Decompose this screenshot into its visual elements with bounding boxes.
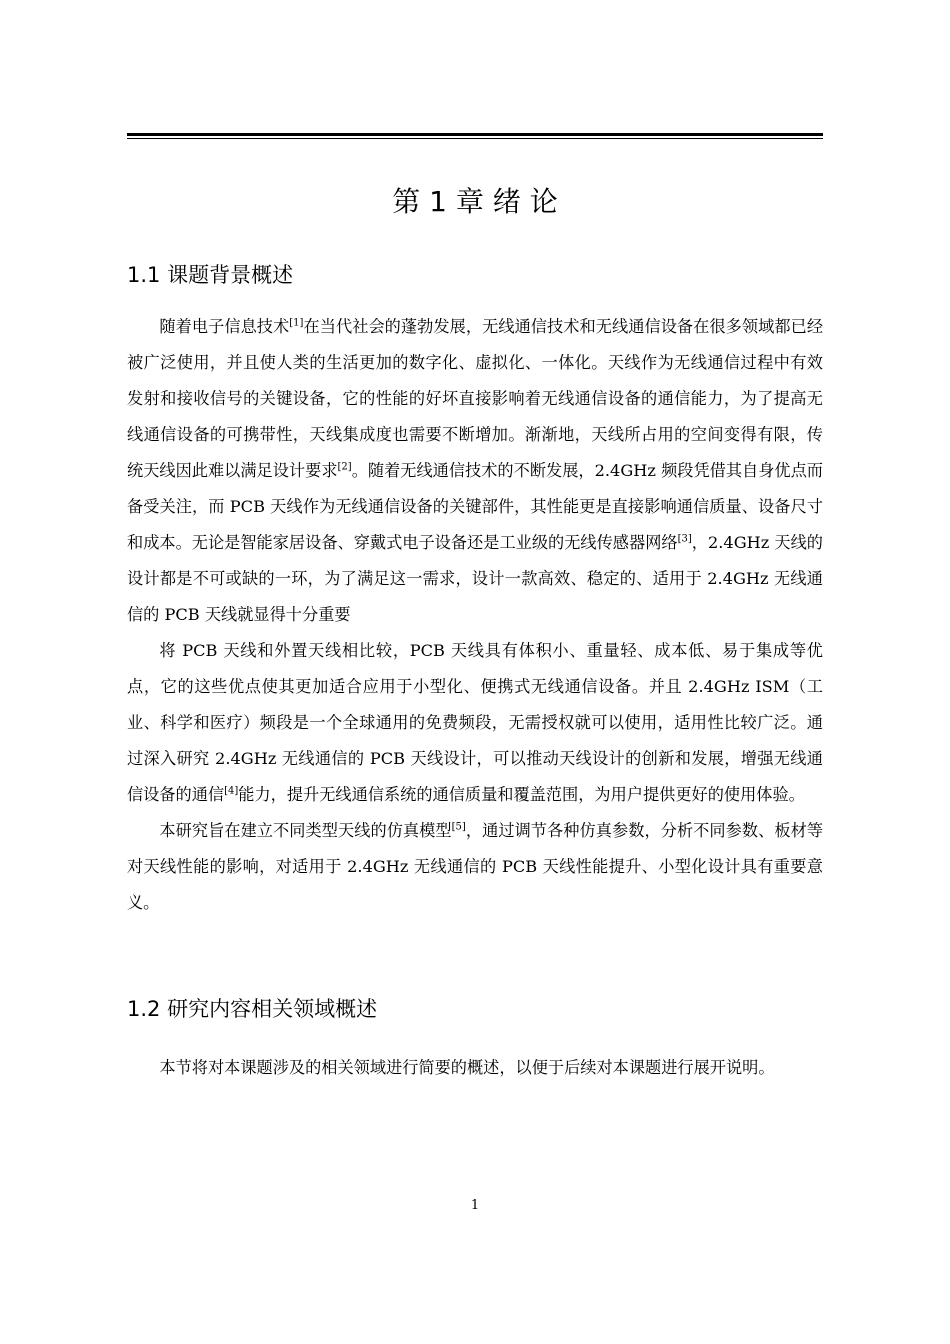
paragraph-text: ，通过调节各种仿真参数，分析不同参数、板材等对天线性能的影响，对适用于 2.4GHz 无线通信的 PCB 天线性能提升、小型化设计具有重要意义。 bbox=[127, 821, 824, 912]
chapter-title: 第 1 章 绪 论 bbox=[392, 185, 558, 218]
paragraph bbox=[127, 813, 823, 921]
section-heading-1-1: 1.1 课题背景概述 bbox=[127, 263, 294, 287]
paragraph-text: 将 PCB 天线和外置天线相比较，PCB 天线具有体积小、重量轻、成本低、易于集成等优点，它的这些优点使其更加适合应用于小型化、便携式无线通信设备。并且 2.4GHz ISM（工业、科学和医疗）频段是一个全球通用的免费频段，无需授权就可以使用，适用性比较广泛。通过深入研究 2.4GHz 无线通信的 PCB 天线设计，可以推动天线设计的创新和发展，增强无线通信设备的通信 bbox=[127, 641, 823, 804]
section-heading-1-2: 1.2 研究内容相关领域概述 bbox=[127, 997, 378, 1021]
citation-ref: [3] bbox=[677, 533, 692, 545]
paragraph-text: 本研究旨在建立不同类型天线的仿真模型 bbox=[159, 821, 452, 840]
section-1-2-body bbox=[127, 1050, 823, 1086]
header-double-rule bbox=[127, 133, 823, 139]
page-number: 1 bbox=[470, 1198, 480, 1213]
header-rule-thick bbox=[127, 133, 823, 136]
citation-ref: [5] bbox=[451, 821, 466, 833]
paragraph bbox=[127, 633, 823, 813]
header-rule-thin bbox=[127, 138, 823, 139]
paragraph-text: 能力，提升无线通信系统的通信质量和覆盖范围，为用户提供更好的使用体验。 bbox=[238, 785, 805, 804]
citation-ref: [4] bbox=[224, 785, 239, 797]
section-1-1-body bbox=[127, 309, 823, 921]
paragraph bbox=[127, 1050, 823, 1086]
paragraph-text: 随着电子信息技术 bbox=[159, 317, 290, 336]
paragraph-text: 在当代社会的蓬勃发展，无线通信技术和无线通信设备在很多领域都已经被广泛使用，并且使人类的生活更加的数字化、虚拟化、一体化。天线作为无线通信过程中有效发射和接收信号的关键设备，它的性能的好坏直接影响着无线通信设备的通信能力，为了提高无线通信设备的可携带性，天线集成度也需要不断增加。渐渐地，天线所占用的空间变得有限，传统天线因此难以满足设计要求 bbox=[127, 317, 824, 480]
paragraph-text: 。随着无线通信技术的不断发展，2.4GHz 频段凭借其自身优点而备受关注，而 PCB 天线作为无线通信设备的关键部件，其性能更是直接影响通信质量、设备尺寸和成本。无论是智能家居设备、穿戴式电子设备还是工业级的无线传感器网络 bbox=[127, 461, 823, 552]
paragraph-text: ，2.4GHz 天线的设计都是不可或缺的一环，为了满足这一需求，设计一款高效、稳定的、适用于 2.4GHz 无线通信的 PCB 天线就显得十分重要 bbox=[127, 533, 823, 624]
citation-ref: [2] bbox=[337, 461, 352, 473]
paragraph bbox=[127, 309, 823, 633]
citation-ref: [1] bbox=[289, 317, 304, 329]
paragraph-text: 本节将对本课题涉及的相关领域进行简要的概述，以便于后续对本课题进行展开说明。 bbox=[159, 1058, 775, 1077]
